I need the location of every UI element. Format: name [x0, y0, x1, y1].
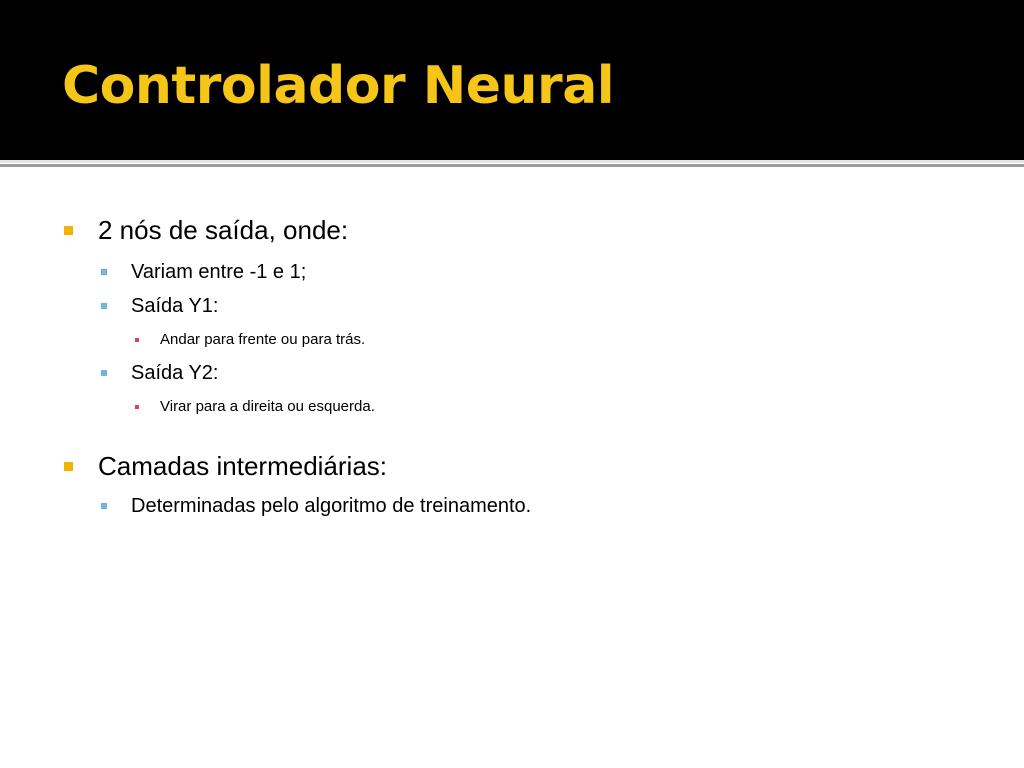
level3-bullet-marker	[135, 405, 139, 409]
bullet-level2-item: Saída Y1:	[131, 295, 219, 317]
bullet-level2-item: Variam entre -1 e 1;	[131, 261, 307, 283]
level1-bullet-marker	[64, 226, 73, 235]
level3-bullet-marker	[135, 338, 139, 342]
bullet-level2-item: Saída Y2:	[131, 362, 219, 384]
bullet-level3-item: Andar para frente ou para trás.	[160, 331, 366, 348]
bullet-level1-item: 2 nós de saída, onde:	[98, 215, 349, 245]
level2-bullet-marker	[101, 269, 107, 275]
bullet-level3-item: Virar para a direita ou esquerda.	[160, 398, 375, 415]
bullet-level2-item: Determinadas pelo algoritmo de treinamento.	[131, 495, 532, 517]
level2-bullet-marker	[101, 503, 107, 509]
level2-bullet-marker	[101, 303, 107, 309]
level2-bullet-marker	[101, 370, 107, 376]
bullet-level1-item: Camadas intermediárias:	[98, 451, 388, 481]
level1-bullet-marker	[64, 462, 73, 471]
slide-title: Controlador Neural	[62, 56, 615, 116]
